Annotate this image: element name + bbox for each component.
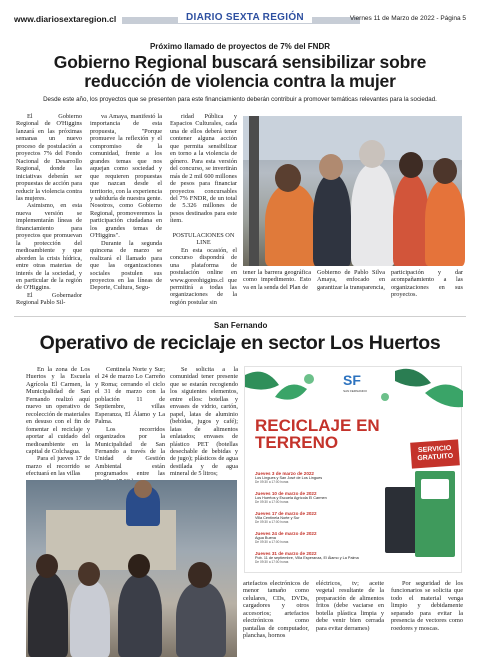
article2-bottom-column-3 (391, 580, 463, 660)
paragraph: tener la barrera geográfica como impedimento. Esto va en la senda del Plan de (243, 269, 311, 291)
paragraph: En esta ocasión, el concurso dispondrá de una plataforma de postulación online en www.goreohiggins.cl que permitirá a todas las organizaciones de la región postular sin (170, 246, 237, 306)
subheading: POSTULACIONES ON LINE (172, 231, 235, 247)
article2-bottom-column-1 (243, 580, 309, 660)
paragraph: Gobierno de Pablo Silva Amaya, enfocado en garantizar la transparencia, (317, 269, 385, 291)
paragraph: El Gobierno Regional de O'Higgins lanzará en las próximas semanas un nuevo proceso de postulación a proyectos 7% del Fondo Nacional de Desarrollo Regional, donde las iniciativas deberán ser propuestas de acción para reducir la violencia contra las mujeres. (16, 113, 82, 202)
photo-sky (243, 116, 462, 160)
paragraph: va Amaya, manifestó la importancia de esta propuesta, "Porque promueve la reflexión y el compromiso de la comunidad, frente a los grandes temas que nos aquejan como sociedad y que requieren propuestas que nazcan desde el territorio, con la experiencia y sabiduría de nuestra gente. Nosotros, como Gobierno Regional, promoveremos la participación ciudadana en los grandes temas de O'Higgins". (90, 113, 162, 240)
paragraph: Por seguridad de los funcionarios se solicita que todo el material venga limpio y debidamente separado para evitar la presencia de vectores como roedores y moscas. (391, 580, 463, 632)
paragraph: En la zona de Los Huertos y la Escuela Agrícola El Carmen, la Municipalidad de San Fernando realizó aquí nuevo un operativo de recolección de materiales en desuso con el fin de fomentar el reciclaje y aportar al cuidado del medioambiente en la capital de Colchagua. (26, 366, 90, 455)
page-header (14, 12, 466, 28)
article2-column-1 (26, 366, 90, 476)
article2-photo (26, 480, 237, 657)
article1-bottom-column-2 (317, 269, 385, 311)
article2-headline: Operativo de reciclaje en sector Los Huertos (39, 332, 441, 354)
article1-bottom-column-1 (243, 269, 311, 311)
municipality-logo-caption: SAN FERNANDO (343, 389, 367, 393)
paragraph: Se solicita a la comunidad tener presente que se estarán recogiendo los siguientes elementos, entre ellos: botellas y envases de vidrio, cartón, papel, latas de aluminio (bebidas, jugos y café); latas de alimentos enlatados; envases de plástico PET (botellas desechable de bebidas y de jugo); plásticos de agua destilada y de agua mineral de 5 litros; (170, 366, 238, 478)
article1-bottom-column-3 (391, 269, 463, 311)
article2-column-3 (170, 366, 238, 476)
article1-column-3 (170, 113, 237, 311)
site-url[interactable]: www.diariosextaregion.cl (14, 14, 117, 24)
poster-title: RECICLAJE EN TERRENO (255, 416, 380, 452)
article2-bottom-column-2 (316, 580, 384, 660)
article1-column-2 (90, 113, 162, 311)
photo-pillar (249, 116, 259, 266)
recycling-poster (244, 366, 462, 573)
recycling-bin-icon (385, 487, 419, 553)
article1-headline: Gobierno Regional buscará sensibilizar sobre reducción de violencia contra la mujer (53, 52, 427, 91)
paragraph: Para el jueves 17 de marzo el recorrido se efectuará en las villas (26, 455, 90, 478)
article1-column-1 (16, 113, 82, 311)
schedule-entry: Jueves 10 de marzo de 2022 Los Huertos y Escuela Agrícola El Carmen De 09:30 a 17:00 horas (255, 491, 327, 504)
paragraph: Durante la segunda quincena de marzo se realizará el llamado para que las organizaciones sociales postulen sus proyectos en las líneas de Deporte, Cultura, Segu- (90, 239, 162, 292)
paragraph: artefactos electrónicos de menor tamaño como celulares, CDs, DVDs, cargadores y otros accesorios; artefactos electrónicos como pantallas de computador, planchas, hornos (243, 580, 309, 640)
issue-date: Viernes 11 de Marzo de 2022 - Página 5 (349, 15, 466, 22)
municipality-logo: SF (343, 372, 361, 388)
paragraph: eléctricos, tv; aceite vegetal resultante de la preparación de alimentos fritos (debe vaciarse en botella plástica limpia y debe venir bien cerrada para evitar derrames) (316, 580, 384, 632)
free-service-badge: SERVICIO GRATUITO (410, 439, 460, 468)
section-divider (14, 316, 466, 317)
paragraph: El Gobernador Regional Pablo Sil- (16, 291, 82, 307)
article2-column-2 (95, 366, 165, 476)
recycling-symbol-icon (421, 479, 449, 499)
paragraph: Asimismo, en esta nueva versión se implementarán líneas de financiamiento para proyectos que promuevan la protección del medioambiente y que aborden la crisis hídrica, entre otras materias de interés de la sociedad, y en particular de la región de O'Higgins. (16, 202, 82, 292)
paragraph: Los recorridos organizados por la Municipalidad de San Fernando a través de la Unidad de Gestión Ambiental están programados entre las (95, 425, 165, 478)
schedule-entry: Jueves 17 de marzo de 2022 Villa Centinela Norte y Sur De 09:30 a 17:00 horas (255, 511, 317, 524)
masthead: DIARIO SEXTA REGIÓN (178, 12, 312, 23)
schedule-entry: Jueves 31 de marzo de 2022 Pob. 11 de septiembre, Villa Esperanza, El Álamo y La Palma De 09:30 a 17:00 horas (255, 551, 359, 564)
article1-photo (243, 116, 462, 266)
article1-overline: Próximo llamado de proyectos de 7% del FNDR (149, 42, 331, 51)
paragraph: Centinela Norte y Sur; el 24 de marzo Lo Carreño y Roma; cerrando el ciclo el 31 de marzo con la población 11 de Septiembre, villas Esperanza, El Álamo y La Palma. (95, 366, 165, 426)
schedule-entry: Jueves 24 de marzo de 2022 Agua Buena De 09:30 a 17:00 horas (255, 531, 317, 544)
paragraph: ridad Pública y Espacios Culturales, cada una de ellos deberá tener contener alguna acción que permita sensibilizar en torno a la violencia de género. Para esta versión del concurso, se invertirán más de 2 mil 600 millones de pesos para financiar proyectos concursables del 7% FNDR, de un total de 5.326 millones de pesos destinados para este ítem. (170, 113, 237, 225)
paragraph: participación y dar acompañamiento a las organizaciones en sus proyectos. (391, 269, 463, 299)
schedule-entry: Jueves 3 de marzo de 2022 Los Lingues y San José de Los Lingues De 09:30 a 17:00 horas (255, 471, 323, 484)
article1-deck: Desde este año, los proyectos que se presenten para este financiamiento deberán contribuir a promover temáticas relevantes para la sociedad. (43, 96, 437, 103)
article2-overline: San Fernando (214, 321, 268, 330)
